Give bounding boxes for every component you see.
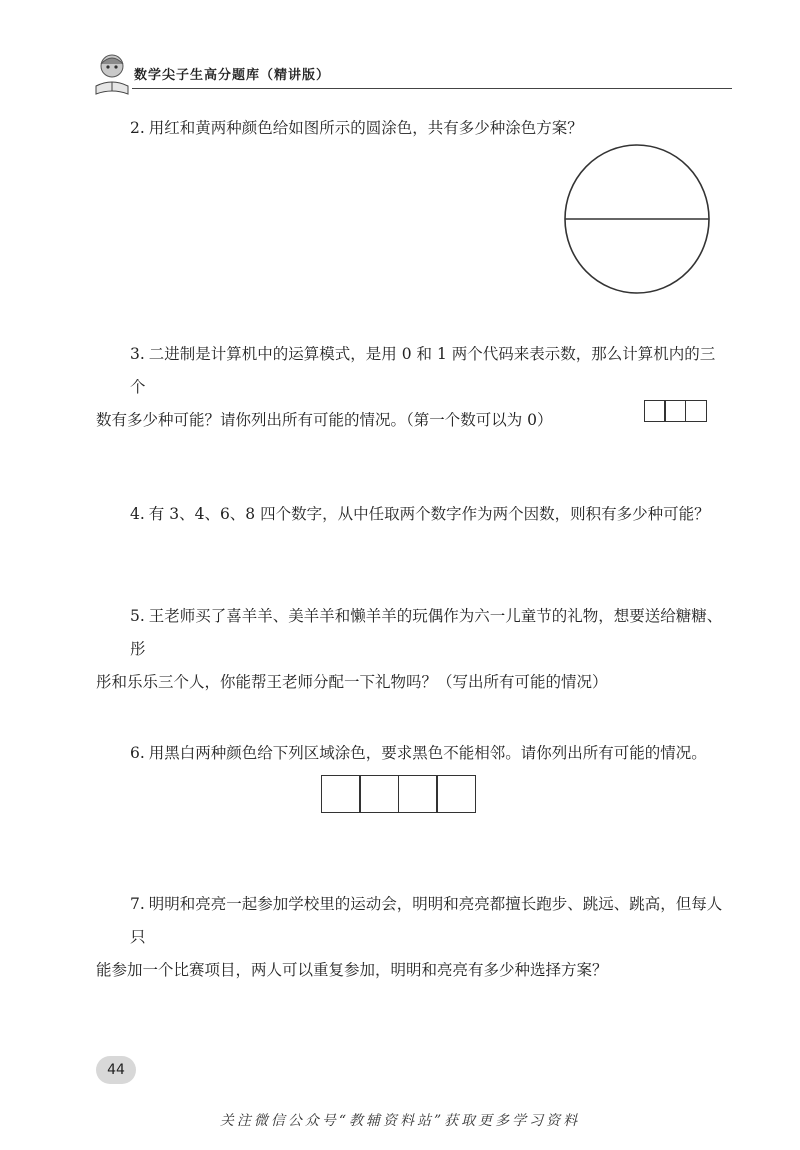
header-divider [132,88,732,89]
question-text-line: 明明和亮亮一起参加学校里的运动会，明明和亮亮都擅长跑步、跳远、跳高，但每人只 [130,895,723,946]
digit-box [664,400,686,422]
question-7 [96,888,730,987]
question-4 [130,498,730,531]
question-number: 2. [130,119,145,137]
question-2 [130,112,730,145]
region-cell [359,775,399,813]
question-text-line: 用黑白两种颜色给下列区域涂色，要求黑色不能相邻。请你列出所有可能的情况。 [148,744,707,762]
digit-box [685,400,707,422]
question-number: 7. [130,895,145,913]
question-text-line: 彤和乐乐三个人，你能帮王老师分配一下礼物吗？（写出所有可能的情况） [96,673,608,691]
circle-figure [563,143,711,295]
region-cell [321,775,361,813]
question-number: 6. [130,744,145,762]
region-grid [322,775,476,813]
digit-box [644,400,666,422]
question-text-line: 数有多少种可能？请你列出所有可能的情况。（第一个数可以为 0） [96,411,553,429]
book-title: 数学尖子生高分题库（精讲版） [134,68,331,83]
question-text-line: 王老师买了喜羊羊、美羊羊和懒羊羊的玩偶作为六一儿童节的礼物，想要送给糖糖、彤 [130,607,723,658]
question-text-line: 二进制是计算机中的运算模式，是用 0 和 1 两个代码来表示数，那么计算机内的三个 [130,345,716,396]
page-number: 44 [96,1056,136,1084]
region-cell [398,775,438,813]
question-6 [130,737,730,770]
footer-note: 关注微信公众号“教辅资料站”获取更多学习资料 [219,1113,581,1129]
question-text-line: 用红和黄两种颜色给如图所示的圆涂色，共有多少种涂色方案？ [148,119,583,137]
question-text-line: 有 3、4、6、8 四个数字，从中任取两个数字作为两个因数，则积有多少种可能？ [148,505,710,523]
question-number: 4. [130,505,145,523]
question-text-line: 能参加一个比赛项目，两人可以重复参加，明明和亮亮有多少种选择方案？ [96,961,608,979]
question-number: 5. [130,607,145,625]
page-header [92,52,732,96]
question-5 [96,600,730,699]
mascot-reading-icon [92,52,132,96]
three-digit-boxes [645,400,707,422]
region-cell [436,775,476,813]
question-number: 3. [130,345,145,363]
question-3 [96,338,730,437]
